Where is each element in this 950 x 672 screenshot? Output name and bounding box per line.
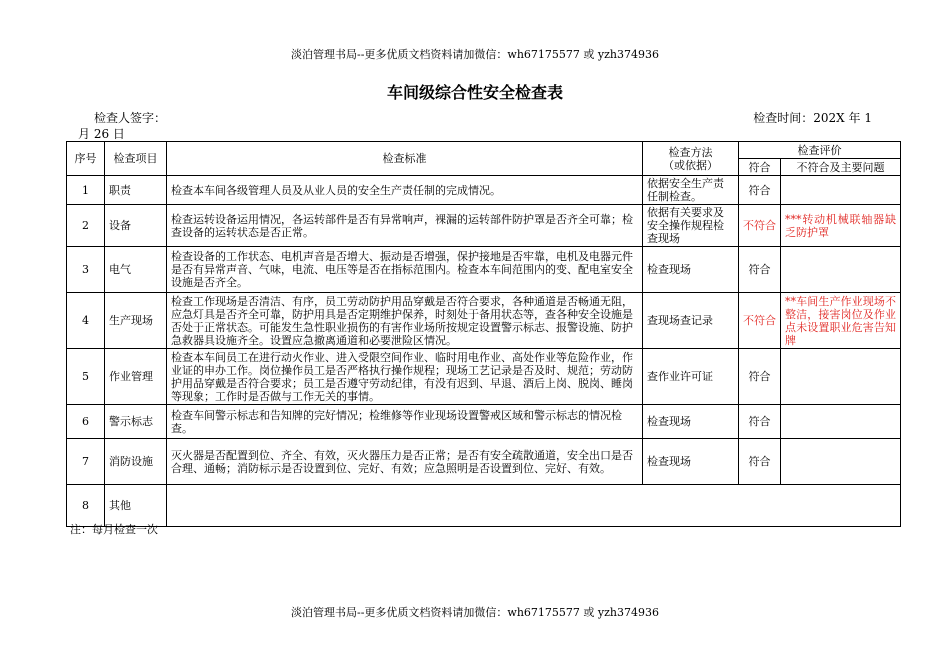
header-conform: 符合 (739, 159, 781, 176)
document-title: 车间级综合性安全检查表 (386, 83, 563, 102)
header-evaluation: 检查评价 (739, 142, 901, 159)
row-method: 检查现场 (643, 439, 739, 485)
header-method (643, 142, 739, 176)
row-other-blank (167, 485, 901, 527)
header-no: 序号 (67, 142, 105, 176)
row-method: 依据有关要求及安全操作规程检查现场 (643, 205, 739, 247)
row-issue (781, 176, 901, 205)
table-row (67, 247, 901, 293)
row-result: 符合 (739, 349, 781, 405)
row-no: 4 (67, 293, 105, 349)
row-item: 设备 (105, 205, 167, 247)
safety-checklist-table (66, 141, 901, 527)
row-no: 5 (67, 349, 105, 405)
row-no: 6 (67, 405, 105, 439)
inspection-time-label: 检查时间：202X 年 1 (753, 111, 872, 125)
row-no: 8 (67, 485, 105, 527)
header-item: 检查项目 (105, 142, 167, 176)
row-standard: 检查运转设备运用情况，各运转部件是否有异常响声，裸漏的运转部件防护罩是否齐全可靠；检查设备的运转状态是否正常。 (167, 205, 643, 247)
row-issue (781, 405, 901, 439)
footer-banner: 淡泊管理书局--更多优质文档资料请加微信：wh67175577 或 yzh374936 (291, 606, 659, 619)
inspector-signature-label: 检查人签字： (94, 111, 167, 125)
header-method-line2: （或依据） (663, 158, 718, 172)
row-item: 作业管理 (105, 349, 167, 405)
row-standard: 检查设备的工作状态、电机声音是否增大、振动是否增强，保护接地是否牢靠，电机及电器元件是否有异常声音、气味，电流、电压等是否在指标范围内。检查本车间范围内的变、配电室安全设施是否齐全。 (167, 247, 643, 293)
row-no: 3 (67, 247, 105, 293)
row-result: 符合 (739, 247, 781, 293)
row-standard: 检查本车间各级管理人员及从业人员的安全生产责任制的完成情况。 (167, 176, 643, 205)
row-result: 符合 (739, 439, 781, 485)
row-no: 7 (67, 439, 105, 485)
row-result: 符合 (739, 176, 781, 205)
row-issue (781, 349, 901, 405)
table-row (67, 349, 901, 405)
row-no: 2 (67, 205, 105, 247)
row-standard: 检查工作现场是否清洁、有序，员工劳动防护用品穿戴是否符合要求，各种通道是否畅通无阻，应急灯具是否齐全可靠，防护用具是否定期维护保养，时刻处于备用状态等，查各种安全设施是否处于正常状态。可能发生急性职业损伤的有害作业场所按规定设置警示标志、报警设施、防护急救器具设施齐全。设置应急撤离通道和必要泄险区情况。 (167, 293, 643, 349)
row-method: 查作业许可证 (643, 349, 739, 405)
table-row (67, 405, 901, 439)
table-row (67, 439, 901, 485)
row-standard: 检查车间警示标志和告知牌的完好情况；检维修等作业现场设置警戒区域和警示标志的情况检查。 (167, 405, 643, 439)
footnote: 注：每月检查一次 (70, 523, 158, 536)
row-result-nonconform: 不符合 (739, 293, 781, 349)
row-method: 检查现场 (643, 405, 739, 439)
table-row (67, 176, 901, 205)
row-standard: 灭火器是否配置到位、齐全、有效，灭火器压力是否正常；是否有安全疏散通道，安全出口是否合理、通畅；消防标示是否设置到位、完好、有效；应急照明是否设置到位、完好、有效。 (167, 439, 643, 485)
row-item: 消防设施 (105, 439, 167, 485)
row-issue (781, 439, 901, 485)
row-issue: **车间生产作业现场不整洁，接害岗位及作业点未设置职业危害告知牌 (781, 293, 901, 349)
table-row (67, 205, 901, 247)
row-method: 检查现场 (643, 247, 739, 293)
row-result: 符合 (739, 405, 781, 439)
header-banner: 淡泊管理书局--更多优质文档资料请加微信：wh67175577 或 yzh374936 (291, 48, 659, 61)
row-item: 职责 (105, 176, 167, 205)
row-method: 查现场查记录 (643, 293, 739, 349)
inspection-date-continuation: 月 26 日 (78, 127, 125, 141)
table-row (67, 293, 901, 349)
row-item: 电气 (105, 247, 167, 293)
header-standard: 检查标准 (167, 142, 643, 176)
row-method: 依据安全生产责任制检查。 (643, 176, 739, 205)
row-item: 警示标志 (105, 405, 167, 439)
row-no: 1 (67, 176, 105, 205)
row-standard: 检查本车间员工在进行动火作业、进入受限空间作业、临时用电作业、高处作业等危险作业，作业证的申办工作。岗位操作员工是否严格执行操作规程；现场工艺记录是否及时、规范；劳动防护用品穿戴是否符合要求；员工是否遵守劳动纪律，有没有迟到、早退、酒后上岗、脱岗、睡岗等现象；工作时是否做与工作无关的事情。 (167, 349, 643, 405)
header-method-line1: 检查方法 (668, 145, 713, 159)
row-issue: ***转动机械联轴器缺乏防护罩 (781, 205, 901, 247)
row-item: 其他 (105, 485, 167, 527)
table-row (67, 485, 901, 527)
row-issue (781, 247, 901, 293)
header-issue: 不符合及主要问题 (781, 159, 901, 176)
row-result-nonconform: 不符合 (739, 205, 781, 247)
row-item: 生产现场 (105, 293, 167, 349)
